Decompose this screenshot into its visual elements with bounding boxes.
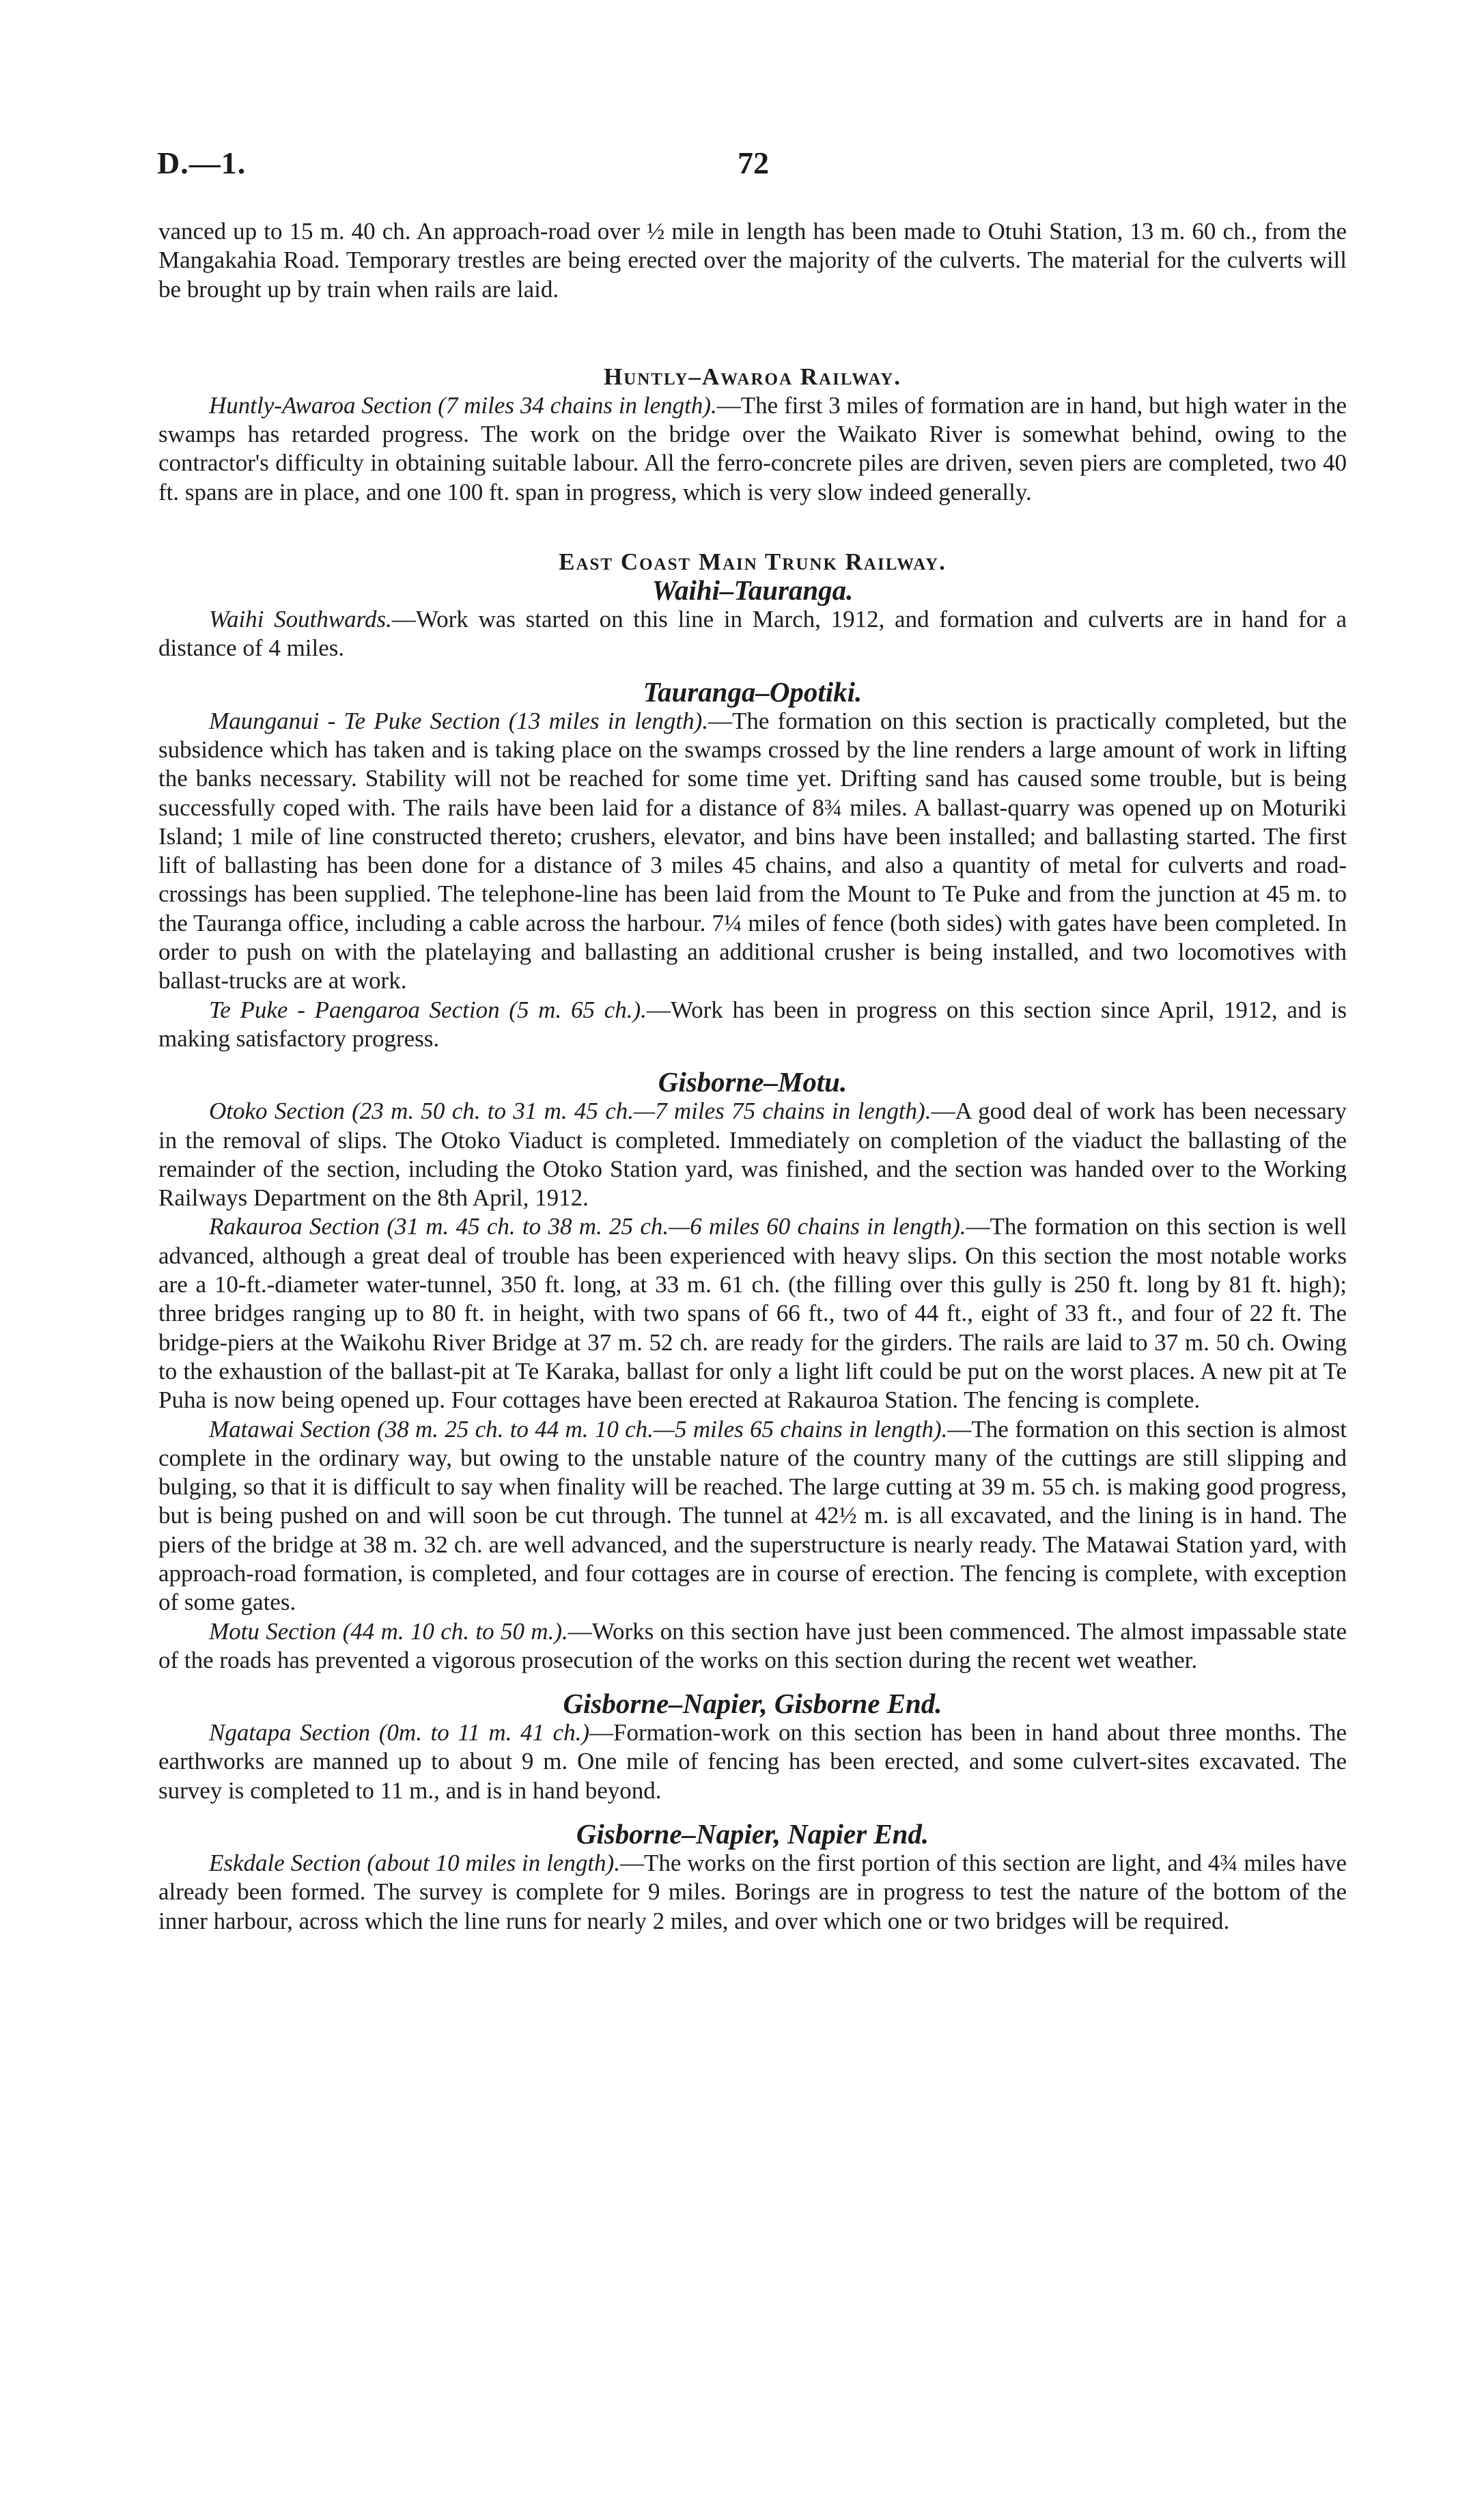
gisborne-motu-subheading: Gisborne–Motu.: [658, 1067, 848, 1098]
napier-end-subheading: Gisborne–Napier, Napier End.: [576, 1819, 929, 1850]
te-puke-lead: Te Puke - Paengaroa Section (5 m. 65 ch.).: [209, 996, 647, 1023]
document-reference: D.—1.: [157, 145, 247, 180]
motu-body: —Works on this section have just been commenced. The almost impassable state of the roads has prevented a vigorous prosecution of the works on this section during the recent wet weather.: [158, 1617, 1347, 1673]
otoko-lead: Otoko Section (23 m. 50 ch. to 31 m. 45 ch.—7 miles 75 chains in length).: [209, 1098, 932, 1125]
gisborne-end-subheading: Gisborne–Napier, Gisborne End.: [563, 1688, 942, 1720]
rakauroa-body: —The formation on this section is well advanced, although a great deal of trouble has been experienced with heavy slips. On this section the most notable works are a 10-ft.-diameter water-tunnel, 350 ft. long, at 33 m. 61 ch. (the filling over this gully is 250 ft. long by 81 ft. high); three bridges ranging up to 80 ft. in height, with two spans of 66 ft., two of 44 ft., eight of 33 ft., and four of 22 ft. The bridge-piers at the Waikohu River Bridge at 37 m. 52 ch. are ready for the girders. The rails are laid to 37 m. 50 ch. Owing to the exhaustion of the ballast-pit at Te Karaka, ballast for only a light lift could be put on the worst places. A new pit at Te Puha is now being opened up. Four cottages have been erected at Rakauroa Station. The fencing is complete.: [158, 1213, 1347, 1414]
huntly-awaroa-lead: Huntly-Awaroa Section (7 miles 34 chains in length).: [209, 391, 717, 419]
east-coast-heading: East Coast Main Trunk Railway.: [559, 548, 947, 576]
page-header: [157, 145, 1352, 193]
huntly-awaroa-body: —The first 3 miles of formation are in hand, but high water in the swamps has retarded progress. The work on the bridge over the Waikato River is somewhat behind, owing to the contractor's difficulty in obtaining suitable labour. All the ferro-concrete piles are driven, seven piers are completed, two 40 ft. spans are in place, and one 100 ft. span in progress, which is very slow indeed generally.: [158, 391, 1347, 505]
waihi-southwards-paragraph: [158, 605, 1347, 663]
motu-lead: Motu Section (44 m. 10 ch. to 50 m.).: [209, 1617, 568, 1645]
matawai-lead: Matawai Section (38 m. 25 ch. to 44 m. 10 ch.—5 miles 65 chains in length).: [209, 1415, 948, 1443]
otoko-body: —A good deal of work has been necessary in the removal of slips. The Otoko Viaduct is completed. Immediately on completion of the viaduct the ballasting of the remainder of the section, including the Otoko Station yard, was finished, and the section was handed over to the Working Railways Department on the 8th April, 1912.: [158, 1098, 1347, 1212]
huntly-awaroa-heading: Huntly–Awaroa Railway.: [603, 363, 902, 390]
ngatapa-lead: Ngatapa Section (0m. to 11 m. 41 ch.): [209, 1719, 590, 1746]
intro-paragraph: vanced up to 15 m. 40 ch. An approach-road over ½ mile in length has been made to Otuhi Station, 13 m. 60 ch., from the Mangakahia Road. Temporary trestles are being erected over the majority of the culverts. The material for the culverts will be brought up by train when rails are laid.: [158, 218, 1347, 303]
maunganui-lead: Maunganui - Te Puke Section (13 miles in length).: [209, 707, 709, 734]
matawai-paragraph: [158, 1415, 1347, 1617]
page-number: 72: [738, 145, 769, 180]
maunganui-paragraph: [158, 707, 1347, 996]
rakauroa-paragraph: [158, 1212, 1347, 1415]
waihi-southwards-lead: Waihi Southwards.: [209, 606, 392, 633]
waihi-tauranga-subheading: Waihi–Tauranga.: [652, 575, 854, 607]
ngatapa-paragraph: [158, 1718, 1347, 1805]
maunganui-body: —The formation on this section is practically completed, but the subsidence which has taken and is taking place on the swamps crossed by the line renders a large amount of work in lifting the banks necessary. Stability will not be reached for some time yet. Drifting sand has caused some trouble, but is being successfully coped with. The rails have been laid for a distance of 8¾ miles. A ballast-quarry was opened up on Moturiki Island; 1 mile of line constructed thereto; crushers, elevator, and bins have been installed; and ballasting started. The first lift of ballasting has been done for a distance of 3 miles 45 chains, and also a quantity of metal for culverts and road-crossings has been supplied. The telephone-line has been laid from the Mount to Te Puke and from the junction at 45 m. to the Tauranga office, including a cable across the harbour. 7¼ miles of fence (both sides) with gates have been completed. In order to push on with the platelaying and ballasting an additional crusher is being installed, and two locomotives with ballast-trucks are at work.: [158, 707, 1347, 994]
te-puke-paragraph: [158, 996, 1347, 1054]
eskdale-paragraph: [158, 1849, 1347, 1936]
rakauroa-lead: Rakauroa Section (31 m. 45 ch. to 38 m. 25 ch.—6 miles 60 chains in length).: [209, 1213, 966, 1240]
eskdale-lead: Eskdale Section (about 10 miles in length).: [209, 1850, 620, 1877]
otoko-paragraph: [158, 1097, 1347, 1212]
te-puke-body: —Work has been in progress on this section since April, 1912, and is making satisfactory progress.: [158, 996, 1347, 1052]
page-body: [158, 217, 1347, 1936]
eskdale-body: —The works on the first portion of this section are light, and 4¾ miles have already been formed. The survey is complete for 9 miles. Borings are in progress to test the nature of the bottom of the inner harbour, across which the line runs for nearly 2 miles, and over which one or two bridges will be required.: [158, 1850, 1347, 1934]
matawai-body: —The formation on this section is almost complete in the ordinary way, but owing to the unstable nature of the country many of the cuttings are still slipping and bulging, so that it is difficult to say when finality will be reached. The large cutting at 39 m. 55 ch. is making good progress, but is being pushed on and will soon be cut through. The tunnel at 42½ m. is all excavated, and the lining is in hand. The piers of the bridge at 38 m. 32 ch. are well advanced, and the superstructure is nearly ready. The Matawai Station yard, with approach-road formation, is completed, and four cottages are in course of erection. The fencing is complete, with exception of some gates.: [158, 1415, 1347, 1616]
tauranga-opotiki-subheading: Tauranga–Opotiki.: [643, 676, 863, 708]
ngatapa-body: —Formation-work on this section has been in hand about three months. The earthworks are manned up to about 9 m. One mile of fencing has been erected, and some culvert-sites excavated. The survey is completed to 11 m., and is in hand beyond.: [158, 1719, 1347, 1804]
huntly-awaroa-paragraph: [158, 391, 1347, 507]
waihi-southwards-body: —Work was started on this line in March, 1912, and formation and culverts are in hand for a distance of 4 miles.: [158, 606, 1347, 662]
motu-paragraph: [158, 1617, 1347, 1675]
